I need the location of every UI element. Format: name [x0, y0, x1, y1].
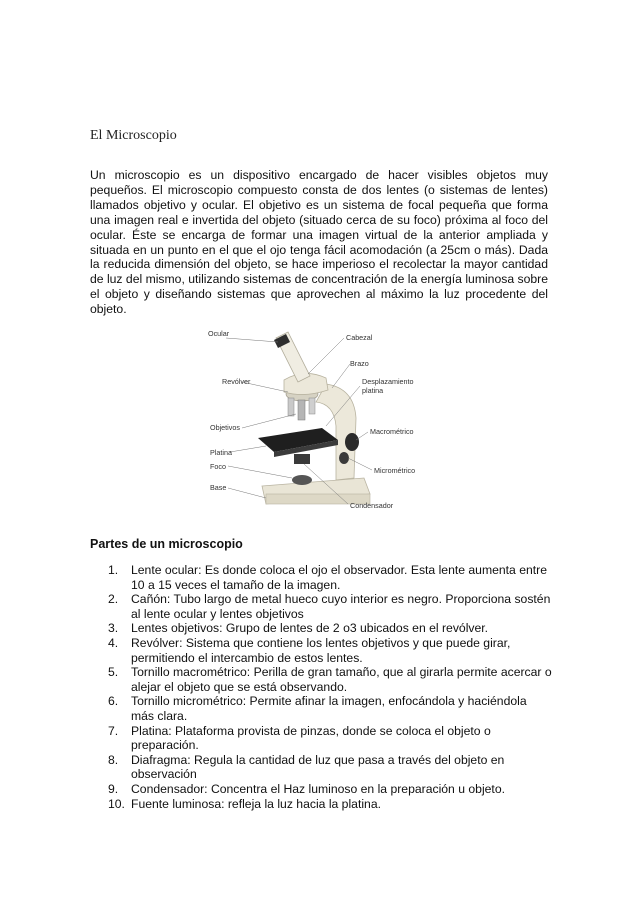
label-objetivos: Objetivos — [210, 423, 240, 432]
objective-3 — [309, 398, 315, 414]
list-item-text: Condensador: Concentra el Haz luminoso en la preparación u objeto. — [131, 781, 505, 796]
label-platina: Platina — [210, 448, 232, 457]
objective-2 — [298, 400, 305, 420]
label-micrometrico: Micrométrico — [374, 466, 416, 475]
coarse-knob — [345, 433, 359, 451]
objective-1 — [288, 398, 294, 416]
list-item — [108, 563, 553, 592]
list-item-number: 2. — [108, 592, 119, 607]
fine-knob — [339, 452, 349, 464]
list-item — [108, 724, 553, 753]
label-foco: Foco — [210, 462, 226, 471]
list-item-text: Lentes objetivos: Grupo de lentes de 2 o3 ubicados en el revólver. — [131, 621, 489, 636]
label-macrometrico: Macrométrico — [370, 427, 414, 436]
list-item-number: 5. — [108, 665, 119, 680]
list-item-number: 6. — [108, 694, 119, 709]
list-item-number: 1. — [108, 563, 119, 577]
intro-paragraph: Un microscopio es un dispositivo encargado de hacer visibles objetos muy pequeños. El microscopio compuesto consta de dos lentes (o sistemas de lentes) llamados objetivo y ocular. El objetivo es un sistema de focal pequeña que forma una imagen real e invertida del objeto (situado cerca de su foco) próxima al foco del ocular. Éste se encarga de formar una imagen virtual de la anterior ampliada y situada en un punto en el que el ojo tenga fácil acomodación (a 25cm o más). Dada la reducida dimensión del objeto, se hace imperioso el recolectar la mayor cantidad de luz del mismo, utilizando sistemas de concentración de la energía luminosa sobre el objeto y diseñando sistemas que aprovechen al máximo la luz procedente del objeto. — [90, 168, 548, 317]
list-item-text: Tornillo macrométrico: Perilla de gran tamaño, que al girarla permite acercar o alejar el objeto que se está observando. — [131, 665, 552, 694]
parts-list — [108, 563, 553, 811]
list-item-text: Tornillo micrométrico: Permite afinar la imagen, enfocándola y haciéndola más clara. — [131, 694, 527, 723]
list-item-text: Fuente luminosa: refleja la luz hacia la platina. — [131, 796, 381, 811]
label-base: Base — [210, 483, 227, 492]
label-condensador: Condensador — [350, 501, 394, 510]
label-desplazamiento-2: platina — [362, 386, 384, 395]
list-item — [108, 592, 553, 621]
label-cabezal: Cabezal — [346, 333, 373, 342]
list-item-text: Diafragma: Regula la cantidad de luz que pasa a través del objeto en observación — [131, 752, 505, 782]
label-revolver: Revólver — [222, 377, 251, 386]
parts-heading: Partes de un microscopio — [90, 537, 243, 551]
list-item-text: Revólver: Sistema que contiene los lentes objetivos y que puede girar, permitiendo el intercambio de estos lentes. — [131, 635, 511, 665]
list-item — [108, 621, 553, 636]
label-ocular: Ocular — [208, 329, 230, 338]
list-item — [108, 694, 553, 723]
list-item — [108, 753, 553, 782]
condenser-part — [294, 454, 310, 464]
microscope-diagram — [204, 318, 444, 516]
list-item — [108, 665, 553, 694]
list-item-text: Lente ocular: Es donde coloca el ojo el observador. Esta lente aumenta entre 10 a 15 veces el tamaño de la imagen. — [131, 563, 547, 592]
document-title: El Microscopio — [90, 128, 177, 143]
list-item-text: Platina: Plataforma provista de pinzas, donde se coloca el objeto o preparación. — [131, 723, 491, 753]
list-item-number: 4. — [108, 635, 119, 650]
list-item-number: 10. — [108, 796, 125, 811]
lamp-part — [292, 475, 312, 485]
list-item — [108, 797, 553, 812]
list-item — [108, 636, 553, 665]
list-item-text: Cañón: Tubo largo de metal hueco cuyo interior es negro. Proporciona sostén al lente ocular y lentes objetivos — [131, 592, 551, 621]
list-item — [108, 782, 553, 797]
list-item-number: 3. — [108, 621, 119, 636]
label-desplazamiento-1: Desplazamiento — [362, 377, 414, 386]
microscope-figure — [204, 318, 444, 516]
label-brazo: Brazo — [350, 359, 369, 368]
list-item-number: 9. — [108, 781, 119, 796]
list-item-number: 8. — [108, 752, 119, 767]
list-item-number: 7. — [108, 723, 119, 738]
